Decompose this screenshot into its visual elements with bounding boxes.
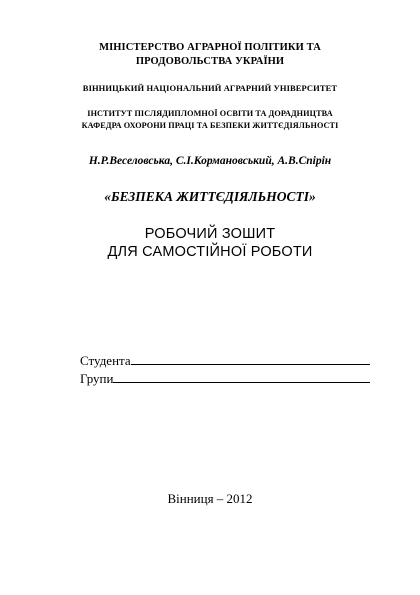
work-title-line-1: РОБОЧИЙ ЗОШИТ (144, 226, 276, 242)
group-blank-line[interactable] (113, 382, 370, 383)
student-field (80, 354, 370, 367)
institute-name: ІНСТИТУТ ПІСЛЯДИПЛОМНОЇ ОСВІТИ ТА ДОРАДНИЦТВА (87, 109, 333, 118)
ministry-line-1: МІНІСТЕРСТВО АГРАРНОЇ ПОЛІТИКИ ТА (99, 42, 321, 53)
work-title-line-2: ДЛЯ САМОСТІЙНОЇ РОБОТИ (107, 244, 313, 260)
university-name: ВІННИЦЬКИЙ НАЦІОНАЛЬНИЙ АГРАРНИЙ УНІВЕРСИТЕТ (82, 83, 338, 93)
group-field (80, 372, 370, 385)
student-label: Студента (80, 353, 131, 368)
group-label: Групи (80, 371, 114, 386)
subject-title: «БЕЗПЕКА ЖИТТЄДІЯЛЬНОСТІ» (104, 189, 316, 204)
ministry-line-2: ПРОДОВОЛЬСТВА УКРАЇНИ (135, 56, 285, 67)
department-name: КАФЕДРА ОХОРОНИ ПРАЦІ ТА БЕЗПЕКИ ЖИТТЄДІЯЛЬНОСТІ (81, 121, 339, 130)
city-year: Вінниця – 2012 (167, 491, 253, 506)
authors: Н.Р.Веселовська, С.І.Кормановський, А.В.Спірін (88, 155, 332, 167)
student-blank-line[interactable] (131, 364, 370, 365)
